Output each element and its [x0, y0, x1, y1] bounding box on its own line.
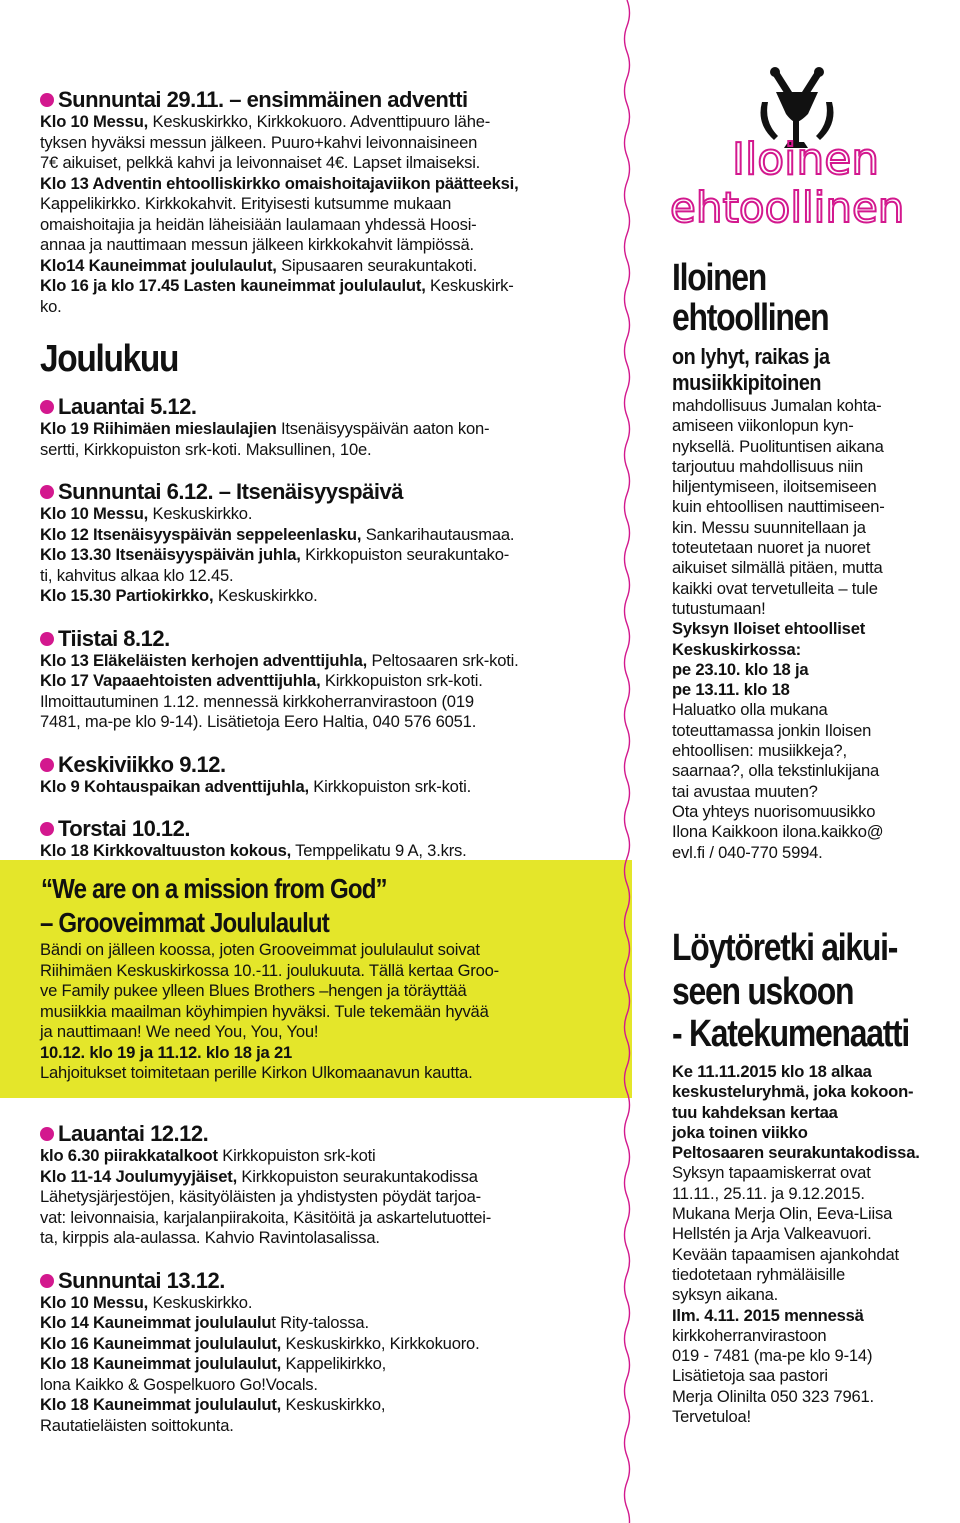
- plain-text: kuin ehtoollisen nauttimiseen-: [672, 497, 885, 517]
- bold-text: Klo 10 Messu,: [40, 1292, 149, 1312]
- text-line: [672, 1163, 920, 1183]
- bullet-dot-icon: [40, 632, 54, 646]
- spacer: [40, 797, 620, 817]
- bold-text: Klo 15.30 Partiokirkko,: [40, 586, 214, 605]
- katekumenaatti-title-3: - Katekumenaatti: [672, 1013, 910, 1055]
- december-events: [40, 395, 620, 882]
- text-line: [672, 497, 885, 517]
- text-line: [672, 437, 885, 457]
- plain-text: omaishoitajia ja heidän läheisiään laulamaan yhdessä Hoosi-: [40, 214, 477, 234]
- text-line: [672, 1265, 920, 1285]
- text-line: [672, 822, 885, 842]
- event-heading-text: Lauantai 5.12.: [58, 394, 197, 419]
- text-line: [40, 940, 620, 961]
- text-line: [672, 1285, 920, 1305]
- text-line: [40, 1375, 620, 1396]
- grooves-section: [40, 872, 620, 1084]
- spacer: [40, 607, 620, 627]
- text-line: [40, 174, 620, 195]
- katekumenaatti-title-1: Löytöretki aikui-: [672, 927, 898, 969]
- plain-text: tiedotetaan ryhmäläisille: [672, 1264, 846, 1284]
- bold-text: pe 13.11. klo 18: [672, 680, 790, 700]
- plain-text: mahdollisuus Jumalan kohta-: [672, 396, 882, 415]
- bullet-dot-icon: [40, 485, 54, 499]
- event-heading: Sunnuntai 29.11. – ensimmäinen adventti: [40, 88, 620, 112]
- event-block: [40, 627, 620, 753]
- spacer: [40, 460, 620, 480]
- plain-text: ve Family pukee ylleen Blues Brothers –hengen ja töräyttää: [40, 981, 467, 1000]
- plain-text: tai avustaa muuten?: [672, 781, 818, 801]
- text-line: [40, 1416, 620, 1437]
- text-line: [40, 1022, 620, 1043]
- text-line: [672, 843, 885, 863]
- plain-text: Lähetysjärjestöjen, käsityöläisten ja yhdistysten pöydät tarjoa-: [40, 1187, 482, 1206]
- plain-text: Kevään tapaamisen ajankohdat: [672, 1244, 899, 1264]
- event-heading: [40, 627, 620, 651]
- plain-text: Sankarihautausmaa.: [361, 524, 515, 544]
- text-line: [672, 700, 885, 720]
- bullet-dot-icon: [40, 93, 54, 107]
- text-line: [40, 256, 620, 277]
- text-line: [40, 235, 620, 256]
- plain-text: Keskuskirkko.: [213, 586, 318, 605]
- bullet-dot-icon: [40, 822, 54, 836]
- plain-text: Keskuskirkko, Kirkkokuoro.: [281, 1333, 480, 1353]
- plain-text: Keskuskirkko.: [148, 1292, 253, 1312]
- logo-text-line2: ehtoollinen: [670, 183, 905, 232]
- plain-text: Sipusaaren seurakuntakoti.: [276, 255, 477, 275]
- spacer: [40, 1436, 620, 1456]
- plain-text: kirkkoherranvirastoon: [672, 1325, 827, 1345]
- bold-text: Klo 16 Kauneimmat joululaulut,: [40, 1333, 282, 1353]
- bold-text: Klo 13.30 Itsenäisyyspäivän juhla,: [40, 545, 301, 564]
- text-line: [672, 619, 885, 639]
- bullet-dot-icon: [40, 400, 54, 414]
- text-line: [40, 133, 620, 154]
- plain-text: Keskuskirkko.: [148, 504, 253, 523]
- event-block: [40, 395, 620, 480]
- plain-text: Hellstén ja Arja Valkeavuori.: [672, 1224, 872, 1244]
- plain-text: Kirkkopuiston srk-koti.: [320, 671, 483, 690]
- text-line: [40, 1313, 620, 1334]
- grooves-title-2: – Grooveimmat Joululaulut: [40, 907, 329, 938]
- event-block: [40, 1122, 620, 1269]
- event-heading: [40, 1122, 620, 1146]
- text-line: [40, 1334, 620, 1355]
- text-line: [40, 215, 620, 236]
- text-line: [672, 640, 885, 660]
- plain-text: Kirkkopuiston seurakuntako-: [300, 545, 510, 564]
- text-line: [40, 712, 620, 733]
- event-heading-text: Lauantai 12.12.: [58, 1121, 209, 1146]
- spacer: [40, 733, 620, 753]
- text-line: [40, 297, 620, 318]
- text-line: [672, 1082, 920, 1102]
- bold-text: Klo 14 Kauneimmat joululaulu: [40, 1313, 272, 1332]
- plain-text: musiikkia maailman köyhimpien hyväksi. Tule tekemään hyvää: [40, 1001, 489, 1021]
- text-line: [672, 1366, 920, 1386]
- plain-text: Lahjoitukset toimitetaan perille Kirkon Ulkomaanavun kautta.: [40, 1063, 473, 1082]
- bold-text: klo 6.30 piirakkatalkoot: [40, 1146, 218, 1165]
- text-line: [672, 761, 885, 781]
- plain-text: annaa ja nauttimaan messun jälkeen kirkkokahvit lämpiössä.: [40, 235, 474, 254]
- left-column: [40, 88, 620, 882]
- text-line: [672, 1224, 920, 1244]
- text-line: [672, 457, 885, 477]
- plain-text: amiseen viikonlopun kyn-: [672, 416, 854, 436]
- plain-text: ko.: [40, 296, 62, 316]
- text-line: [672, 599, 885, 619]
- plain-text: tarjoutuu mahdollisuus niin: [672, 456, 864, 476]
- text-line: [672, 1326, 920, 1346]
- text-line: [672, 416, 885, 436]
- month-heading: Joulukuu: [40, 338, 179, 380]
- plain-text: aikuiset silmällä pitäen, mutta: [672, 558, 883, 578]
- text-line: [40, 1187, 620, 1208]
- text-line: [672, 396, 885, 416]
- plain-text: 11.11., 25.11. ja 9.12.2015.: [672, 1183, 865, 1203]
- plain-text: Riihimäen Keskuskirkossa 10.-11. joulukuuta. Tällä kertaa Groo-: [40, 960, 500, 980]
- wavy-divider: [616, 0, 638, 1523]
- text-line: [672, 1143, 920, 1163]
- bold-text: Klo 18 Kauneimmat joululaulut,: [40, 1354, 282, 1373]
- text-line: [672, 741, 885, 761]
- text-line: [40, 1293, 620, 1314]
- iloinen-subtitle-1: on lyhyt, raikas ja: [672, 344, 830, 369]
- bullet-dot-icon: [40, 1127, 54, 1141]
- spacer: [40, 1249, 620, 1269]
- plain-text: syksyn aikana.: [672, 1285, 779, 1305]
- event-heading-text: Tiistai 8.12.: [58, 625, 170, 651]
- event-heading: [40, 817, 620, 841]
- katekumenaatti-body: [672, 1062, 920, 1427]
- plain-text: Keskuskirkko,: [281, 1395, 386, 1414]
- event-heading-text: Torstai 10.12.: [58, 816, 190, 841]
- bold-text: Klo 10 Messu,: [40, 112, 149, 131]
- text-line: [40, 112, 620, 133]
- iloinen-section: [672, 344, 885, 863]
- bold-text: Klo 17 Vapaaehtoisten adventtijuhla,: [40, 671, 321, 690]
- iloinen-body: [672, 396, 885, 863]
- text-line: [672, 538, 885, 558]
- text-line: [40, 504, 620, 525]
- bold-text: Keskuskirkossa:: [672, 639, 801, 659]
- iloinen-subtitle-2: musiikkipitoinen: [672, 370, 822, 395]
- plain-text: Syksyn tapaamiskerrat ovat: [672, 1163, 871, 1183]
- text-line: [672, 660, 885, 680]
- plain-text: lona Kaikko & Gospelkuoro Go!Vocals.: [40, 1374, 318, 1394]
- plain-text: sertti, Kirkkopuiston srk-koti. Maksullinen, 10e.: [40, 439, 372, 459]
- plain-text: 7481, ma-pe klo 9-14). Lisätietoja Eero Haltia, 040 576 6051.: [40, 712, 477, 731]
- bold-text: pe 23.10. klo 18 ja: [672, 659, 809, 679]
- text-line: [40, 777, 620, 798]
- event-heading: [40, 395, 620, 419]
- bold-text: Klo 12 Itsenäisyyspäivän seppeleenlasku,: [40, 524, 362, 544]
- grooves-title-1: “We are on a mission from God”: [41, 873, 387, 904]
- plain-text: Tervetuloa!: [672, 1407, 751, 1427]
- bold-text: Ilm. 4.11. 2015 mennessä: [672, 1305, 864, 1325]
- plain-text: Keskuskirkko, Kirkkokuoro. Adventtipuuro lähe-: [148, 112, 491, 131]
- bullet-dot-icon: [40, 1274, 54, 1288]
- text-line: [40, 1208, 620, 1229]
- bold-text: joka toinen viikko: [672, 1122, 808, 1142]
- katekumenaatti-section: [672, 1062, 920, 1427]
- bold-text: Klo 13 Eläkeläisten kerhojen adventtijuhla,: [40, 650, 368, 670]
- text-line: [672, 579, 885, 599]
- plain-text: ti, kahvitus alkaa klo 12.45.: [40, 565, 234, 585]
- bold-text: Syksyn Iloiset ehtoolliset: [672, 619, 866, 639]
- text-line: [672, 1103, 920, 1123]
- text-line: [40, 671, 620, 692]
- text-line: [40, 1146, 620, 1167]
- event-heading-text: Sunnuntai 6.12. – Itsenäisyyspäivä: [58, 479, 403, 504]
- plain-text: Haluatko olla mukana: [672, 700, 828, 720]
- text-line: [672, 558, 885, 578]
- text-line: [672, 782, 885, 802]
- plain-text: hiljentymiseen, iloitsemiseen: [672, 477, 877, 497]
- later-events: [40, 1122, 620, 1456]
- text-line: [672, 1346, 920, 1366]
- katekumenaatti-title-2: seen uskoon: [672, 971, 854, 1013]
- text-line: [40, 981, 620, 1002]
- plain-text: vat: leivonnaisia, karjalanpiirakoita, Käsitöitä ja askartelutuottei-: [40, 1207, 492, 1227]
- plain-text: Kirkkopuiston srk-koti.: [308, 776, 472, 796]
- plain-text: Lisätietoja saa pastori: [672, 1366, 828, 1386]
- bold-text: Klo 10 Messu,: [40, 504, 149, 523]
- bold-text: Peltosaaren seurakuntakodissa.: [672, 1143, 920, 1163]
- bold-text: Klo 18 Kauneimmat joululaulut,: [40, 1395, 282, 1414]
- bold-text: Klo 11-14 Joulumyyjäiset,: [40, 1166, 237, 1186]
- bold-text: Klo14 Kauneimmat joululaulut,: [40, 255, 277, 275]
- text-line: [672, 1062, 920, 1082]
- bold-text: Ke 11.11.2015 klo 18 alkaa: [672, 1062, 872, 1081]
- event-heading: [40, 480, 620, 504]
- logo-text-line1: Iloinen: [732, 134, 880, 185]
- iloinen-title-1: Iloinen: [672, 257, 767, 299]
- bold-text: keskusteluryhmä, joka kokoon-: [672, 1082, 914, 1102]
- plain-text: Kappelikirkko. Kirkkokahvit. Erityisesti kutsumme mukaan: [40, 194, 452, 213]
- plain-text: Temppelikatu 9 A, 3.krs.: [291, 841, 467, 860]
- grooves-lines: [40, 940, 620, 1084]
- plain-text: nyksellä. Puolituntisen aikana: [672, 436, 884, 456]
- plain-text: 019 - 7481 (ma-pe klo 9-14): [672, 1346, 873, 1366]
- plain-text: tyksen hyväksi messun jälkeen. Puuro+kahvi leivonnaisineen: [40, 132, 478, 152]
- plain-text: Merja Olinilta 050 323 7961.: [672, 1386, 874, 1406]
- text-line: [672, 1245, 920, 1265]
- plain-text: tutustumaan!: [672, 598, 766, 618]
- text-line: [40, 566, 620, 587]
- text-line: [40, 440, 620, 461]
- plain-text: evl.fi / 040-770 5994.: [672, 842, 823, 862]
- text-line: [40, 1002, 620, 1023]
- text-line: [40, 545, 620, 566]
- text-line: [40, 841, 620, 862]
- bold-text: Klo 16 ja klo 17.45 Lasten kauneimmat joululaulut,: [40, 276, 426, 295]
- left-column-lower: [40, 1122, 620, 1456]
- plain-text: toteutetaan nuoret ja nuoret: [672, 538, 871, 558]
- event-block: [40, 480, 620, 627]
- plain-text: Mukana Merja Olin, Eeva-Liisa: [672, 1204, 893, 1224]
- text-line: [672, 721, 885, 741]
- text-line: [40, 153, 620, 174]
- text-line: [672, 1306, 920, 1326]
- text-line: [672, 1123, 920, 1143]
- plain-text: Ilmoittautuminen 1.12. mennessä kirkkoherranvirastoon (019: [40, 691, 474, 711]
- text-line: [40, 692, 620, 713]
- plain-text: Kappelikirkko,: [281, 1354, 387, 1373]
- text-line: [40, 651, 620, 672]
- bold-text: Klo 9 Kohtauspaikan adventtijuhla,: [40, 776, 309, 796]
- plain-text: kin. Messu suunnitellaan ja: [672, 517, 866, 537]
- text-line: [40, 419, 620, 440]
- text-line: [40, 194, 620, 215]
- event-heading-text: Sunnuntai 13.12.: [58, 1267, 225, 1293]
- plain-text: Rautatieläisten soittokunta.: [40, 1415, 234, 1435]
- text-line: [40, 1395, 620, 1416]
- bold-text: Klo 18 Kirkkovaltuuston kokous,: [40, 841, 292, 860]
- plain-text: Itsenäisyyspäivän aaton kon-: [276, 419, 490, 438]
- event-lines: [40, 112, 620, 317]
- text-line: [672, 680, 885, 700]
- bullet-dot-icon: [40, 758, 54, 772]
- event-block: [40, 1269, 620, 1457]
- iloinen-title-2: ehtoollinen: [672, 297, 829, 339]
- text-line: [672, 1204, 920, 1224]
- plain-text: Kirkkopuiston srk-koti: [217, 1146, 376, 1165]
- plain-text: t Rity-talossa.: [271, 1313, 369, 1332]
- text-line: [40, 1354, 620, 1375]
- text-line: [40, 1167, 620, 1188]
- plain-text: ta, kirppis ala-aulassa. Kahvio Ravintolasalissa.: [40, 1228, 380, 1247]
- bold-text: Klo 13 Adventin ehtoolliskirkko omaishoitajaviikon päätteeksi,: [40, 173, 519, 193]
- plain-text: toteuttamassa jonkin Iloisen: [672, 720, 872, 740]
- text-line: [672, 802, 885, 822]
- event-heading-text: Keskiviikko 9.12.: [58, 751, 226, 777]
- text-line: [672, 477, 885, 497]
- bold-text: tuu kahdeksan kertaa: [672, 1102, 838, 1122]
- text-line: [40, 586, 620, 607]
- text-line: [40, 276, 620, 297]
- plain-text: saarnaa?, olla tekstinlukijana: [672, 761, 880, 781]
- plain-text: 7€ aikuiset, pelkkä kahvi ja leivonnaiset 4€. Lapset ilmaiseksi.: [40, 153, 481, 172]
- bold-text: Klo 19 Riihimäen mieslaulajien: [40, 419, 277, 438]
- event-heading: [40, 1269, 620, 1293]
- event-heading: [40, 753, 620, 777]
- text-line: [672, 1184, 920, 1204]
- event-block: [40, 753, 620, 818]
- text-line: [40, 1063, 620, 1084]
- text-line: [672, 518, 885, 538]
- plain-text: Bändi on jälleen koossa, joten Grooveimmat joululaulut soivat: [40, 940, 480, 959]
- text-line: [40, 961, 620, 982]
- plain-text: Kirkkopuiston seurakuntakodissa: [236, 1166, 478, 1186]
- bold-text: 10.12. klo 19 ja 11.12. klo 18 ja 21: [40, 1042, 293, 1062]
- plain-text: kaikki ovat tervetulleita – tule: [672, 578, 878, 598]
- text-line: [40, 1228, 620, 1249]
- plain-text: Ota yhteys nuorisomuusikko: [672, 801, 876, 821]
- plain-text: ja nauttimaan! We need You, You, You!: [40, 1022, 319, 1041]
- text-line: [672, 1407, 920, 1427]
- plain-text: ehtoollisen: musiikkeja?,: [672, 741, 847, 761]
- plain-text: Ilona Kaikkoon ilona.kaikko@: [672, 822, 884, 842]
- plain-text: Peltosaaren srk-koti.: [367, 650, 519, 670]
- event-adventti: [40, 88, 620, 317]
- text-line: [40, 1043, 620, 1064]
- text-line: [672, 1387, 920, 1407]
- iloinen-ehtoollinen-logo: [668, 62, 930, 238]
- plain-text: Keskuskirk-: [425, 276, 514, 295]
- text-line: [40, 525, 620, 546]
